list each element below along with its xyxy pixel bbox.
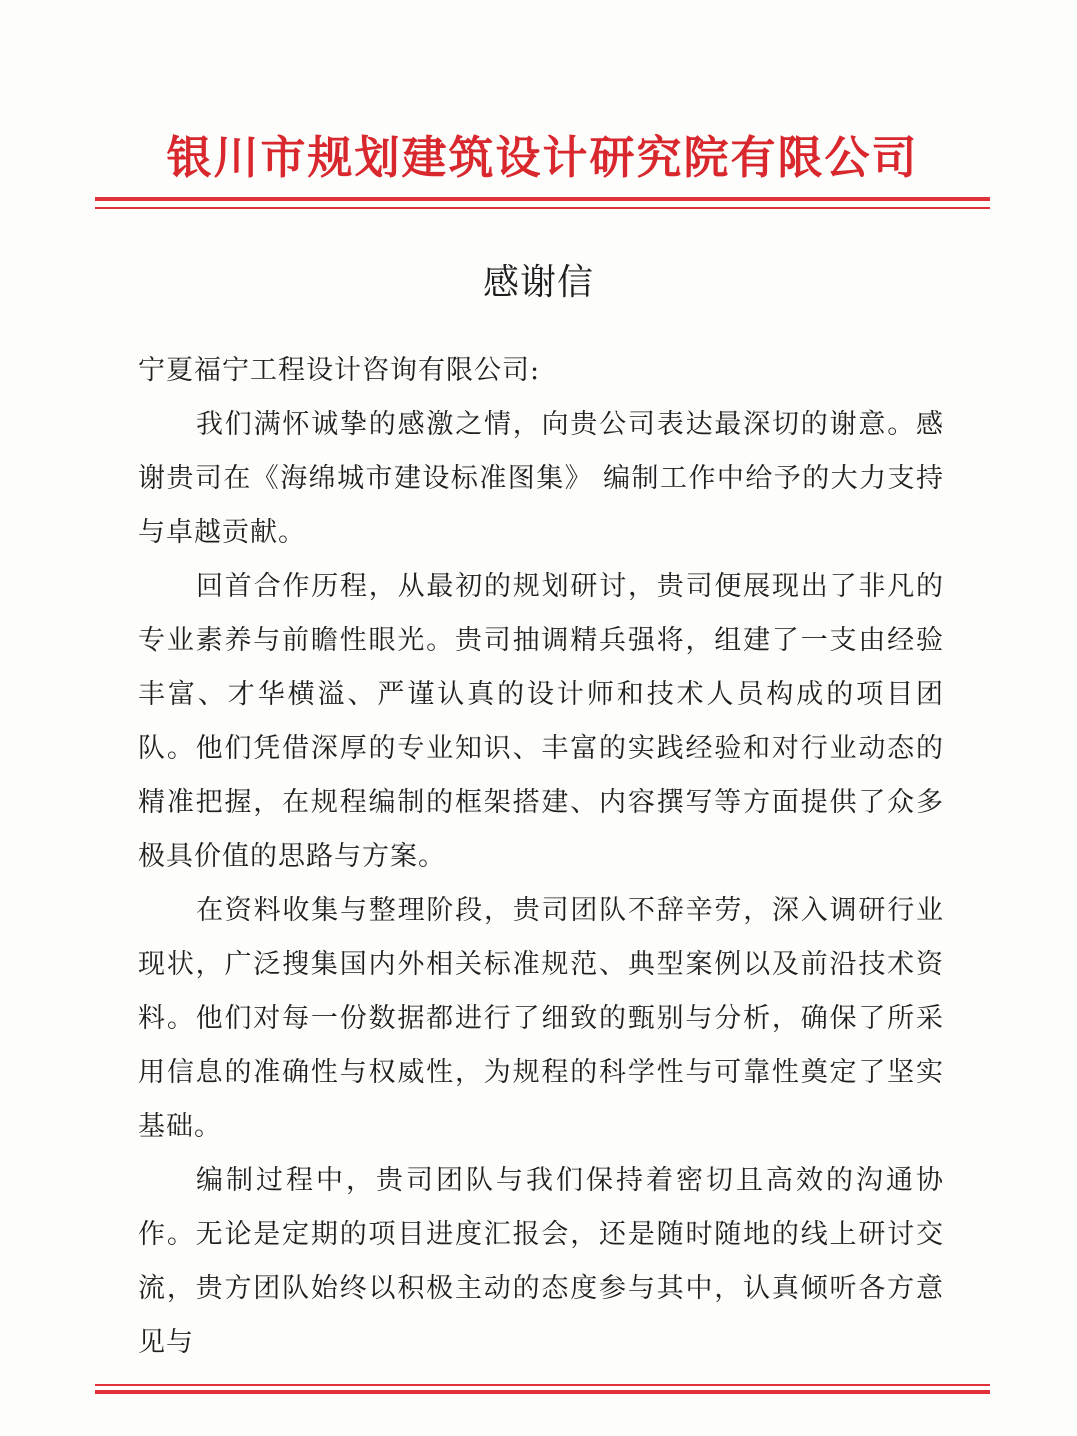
letter-body	[138, 398, 944, 1370]
letterhead-rule-thin	[95, 207, 990, 209]
footer-rule-thin	[95, 1384, 990, 1386]
letter-title: 感谢信	[482, 262, 594, 303]
letter-salutation: 宁夏福宁工程设计咨询有限公司:	[138, 355, 541, 386]
body-paragraph: 我们满怀诚挚的感激之情，向贵公司表达最深切的谢意。感谢贵司在《海绵城市建设标准图集》 编制工作中给予的大力支持与卓越贡献。	[138, 409, 944, 548]
body-paragraph: 编制过程中，贵司团队与我们保持着密切且高效的沟通协作。无论是定期的项目进度汇报会，还是随时随地的线上研讨交流，贵方团队始终以积极主动的态度参与其中，认真倾听各方意见与	[138, 1165, 944, 1358]
letterhead-org-name: 银川市规划建筑设计研究院有限公司	[166, 131, 919, 184]
body-paragraph: 在资料收集与整理阶段，贵司团队不辞辛劳，深入调研行业现状，广泛搜集国内外相关标准规范、典型案例以及前沿技术资料。他们对每一份数据都进行了细致的甄别与分析，确保了所采用信息的准确性与权威性，为规程的科学性与可靠性奠定了坚实基础。	[138, 895, 944, 1142]
letterhead-rule-thick	[95, 197, 990, 201]
footer-rule-thick	[95, 1390, 990, 1394]
body-paragraph: 回首合作历程，从最初的规划研讨，贵司便展现出了非凡的专业素养与前瞻性眼光。贵司抽调精兵强将，组建了一支由经验丰富、才华横溢、严谨认真的设计师和技术人员构成的项目团队。他们凭借深厚的专业知识、丰富的实践经验和对行业动态的精准把握，在规程编制的框架搭建、内容撰写等方面提供了众多极具价值的思路与方案。	[138, 571, 944, 872]
